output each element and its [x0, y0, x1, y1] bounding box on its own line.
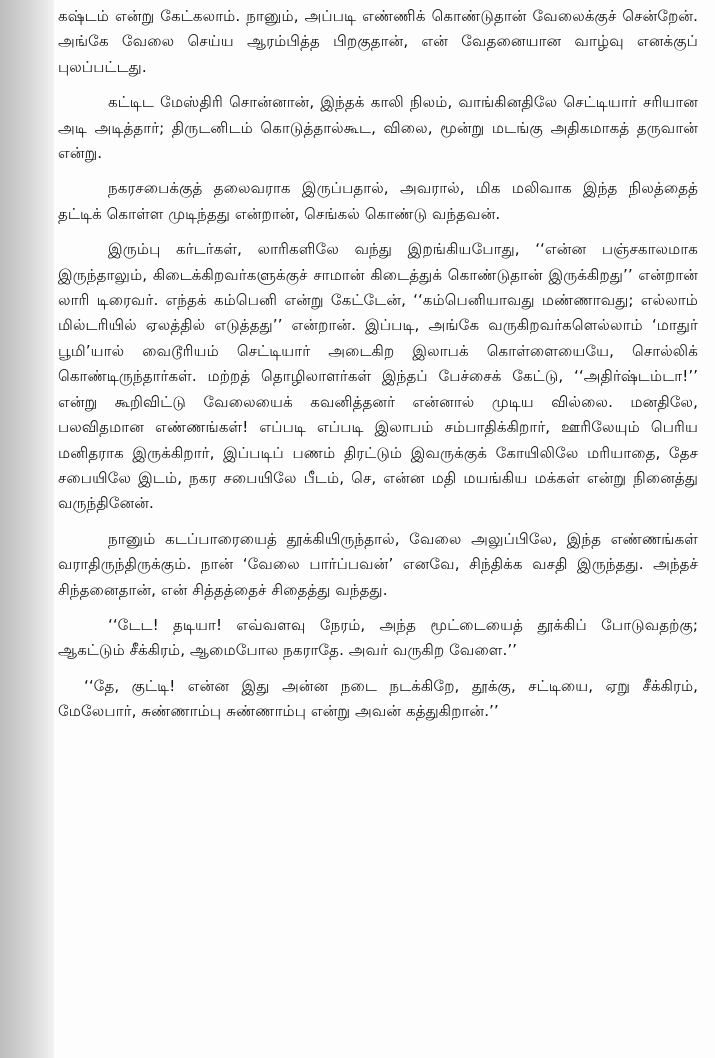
page-gutter-shadow: [0, 0, 54, 1058]
paragraph: நகரசபைக்குத் தலைவராக இருப்பதால், அவரால், மிக மலிவாக இந்த நிலத்தைத் தட்டிக் கொள்ள முடிந்தது என்றான், செங்கல் கொண்டு வந்தவன்.: [58, 179, 698, 223]
paragraph: கட்டிட மேஸ்திரி சொன்னான், இந்தக் காலி நிலம், வாங்கினதிலே செட்டியார் சரியான அடி அடித்தார்; திருடனிடம் கொடுத்தால்கூட, விலை, மூன்று மடங்கு அதிகமாகத் தருவான் என்று.: [58, 93, 698, 163]
body-text: [58, 4, 698, 735]
paragraph: ‘‘தே, குட்டி! என்ன இது அன்ன நடை நடக்கிறே, தூக்கு, சட்டியை, ஏறு சீக்கிரம், மேலேபார், சுண்ணாம்பு சுண்ணாம்பு என்று அவன் கத்துகிறான்.’’: [58, 676, 698, 721]
paragraph: இரும்பு கர்டர்கள், லாரிகளிலே வந்து இறங்கியபோது, ‘‘என்ன பஞ்சகாலமாக இருந்தாலும், கிடைக்கிறவர்களுக்குச் சாமான் கிடைத்துக் கொண்டுதான் இருக்கிறது’’ என்றான் லாரி டிரைவர். எந்தக் கம்பெனி என்று கேட்டேன், ‘‘கம்பெனியாவது மண்ணாவது; எல்லாம் மில்டரியில் ஏலத்தில் எடுத்தது’’ என்றான். இப்படி, அங்கே வருகிறவர்களெல்லாம் ‘மாதுர் பூமி’யால் வைடூரியம் செட்டியார் அடைகிற இலாபக் கொள்ளையையே, சொல்லிக் கொண்டிருந்தார்கள். மற்றத் தொழிலாளர்கள் இந்தப் பேச்சைக் கேட்டு, ‘‘அதிர்ஷ்டம்டா!’’ என்று கூறிவிட்டு வேலையைக் கவனித்தனர் என்னால் முடிய வில்லை. மனதிலே, பலவிதமான எண்ணங்கள்! எப்படி எப்படி இலாபம் சம்பாதிக்கிறார், ஊரிலேயும் பெரிய மனிதராக இருக்கிறார், இப்படிப் பணம் திரட்டும் இவருக்குக் கோயிலிலே மரியாதை, தேச சபையிலே இடம், நகர சபையிலே பீடம், செ, என்ன மதி மயங்கிய மக்கள் என்று நினைத்து வருந்தினேன்.: [58, 240, 698, 513]
paragraph: நானும் கடப்பாரையைத் தூக்கியிருந்தால், வேலை அலுப்பிலே, இந்த எண்ணங்கள் வராதிருந்திருக்கும். நான் ‘வேலை பார்ப்பவன்’ எனவே, சிந்திக்க வசதி இருந்தது. அந்தச் சிந்தனைதான், என் சித்தத்தைச் சிதைத்து வந்தது.: [58, 529, 698, 599]
paragraph: கஷ்டம் என்று கேட்கலாம். நானும், அப்படி எண்ணிக் கொண்டுதான் வேலைக்குச் சென்றேன். அங்கே வேலை செய்ய ஆரம்பித்த பிறகுதான், என் வேதனையான வாழ்வு எனக்குப் புலப்பட்டது.: [58, 7, 698, 76]
paragraph: ‘‘டேட! தடியா! எவ்வளவு நேரம், அந்த மூட்டையைத் தூக்கிப் போடுவதற்கு; ஆகட்டும் சீக்கிரம், ஆமைபோல நகராதே. அவர் வருகிற வேளை.’’: [58, 615, 698, 660]
